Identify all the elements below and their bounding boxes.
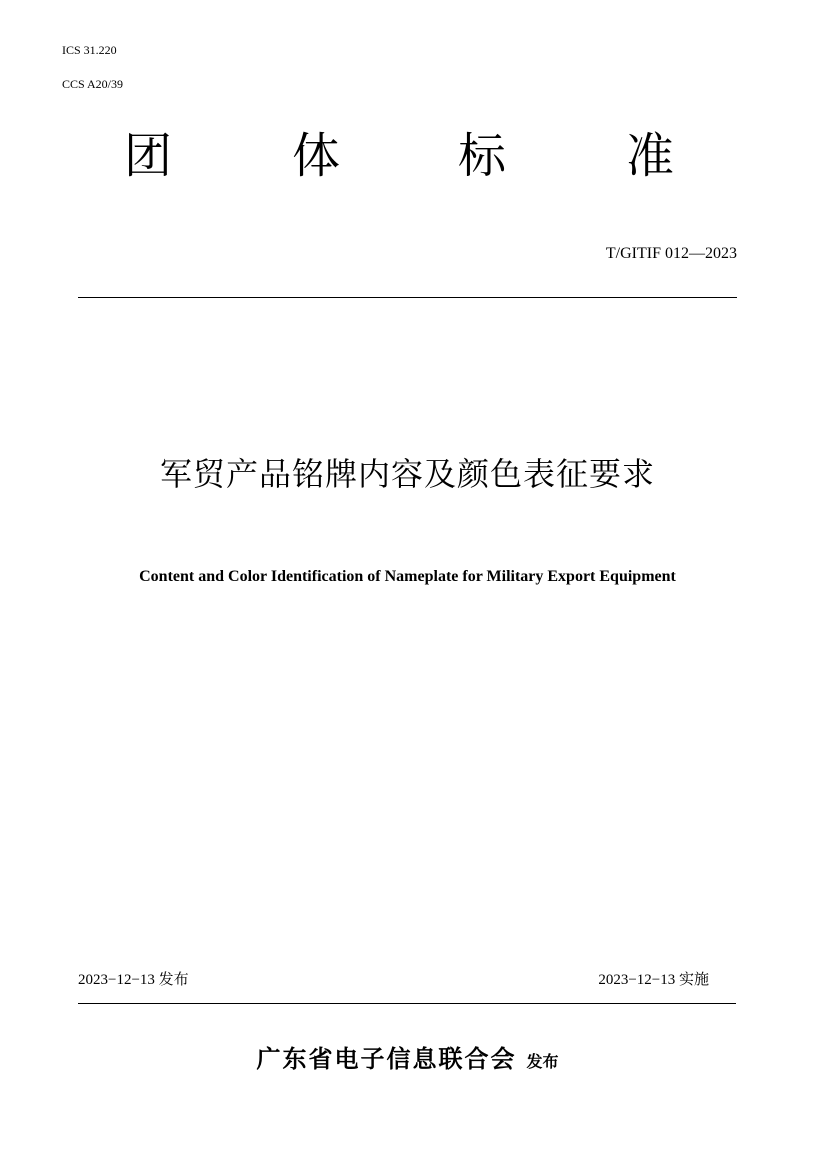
standard-type-heading <box>0 128 815 188</box>
implementation-date-value: 2023−12−13 <box>598 972 676 988</box>
standard-number: T/GITIF 012—2023 <box>605 245 737 262</box>
ics-code: ICS 31.220 <box>62 43 117 57</box>
standard-type-char: 标 <box>457 128 506 184</box>
top-divider <box>78 297 737 298</box>
document-title-chinese: 军贸产品铭牌内容及颜色表征要求 <box>159 455 655 493</box>
standard-type-char: 准 <box>625 128 674 184</box>
publisher <box>0 1042 815 1076</box>
ccs-code: CCS A20/39 <box>62 77 124 91</box>
document-title-english: Content and Color Identification of Nameplate for Military Export Equipment <box>139 568 676 585</box>
implementation-date-label: 实施 <box>678 970 709 988</box>
issue-date <box>78 969 189 990</box>
implementation-date <box>598 969 709 990</box>
publisher-suffix: 发布 <box>526 1052 559 1071</box>
standard-type-char: 体 <box>291 128 340 184</box>
standard-type-char: 团 <box>123 128 172 184</box>
issue-date-value: 2023−12−13 <box>78 972 155 988</box>
issue-date-label: 发布 <box>158 970 189 988</box>
bottom-divider <box>78 1003 736 1004</box>
publisher-organization: 广东省电子信息联合会 <box>256 1045 517 1073</box>
